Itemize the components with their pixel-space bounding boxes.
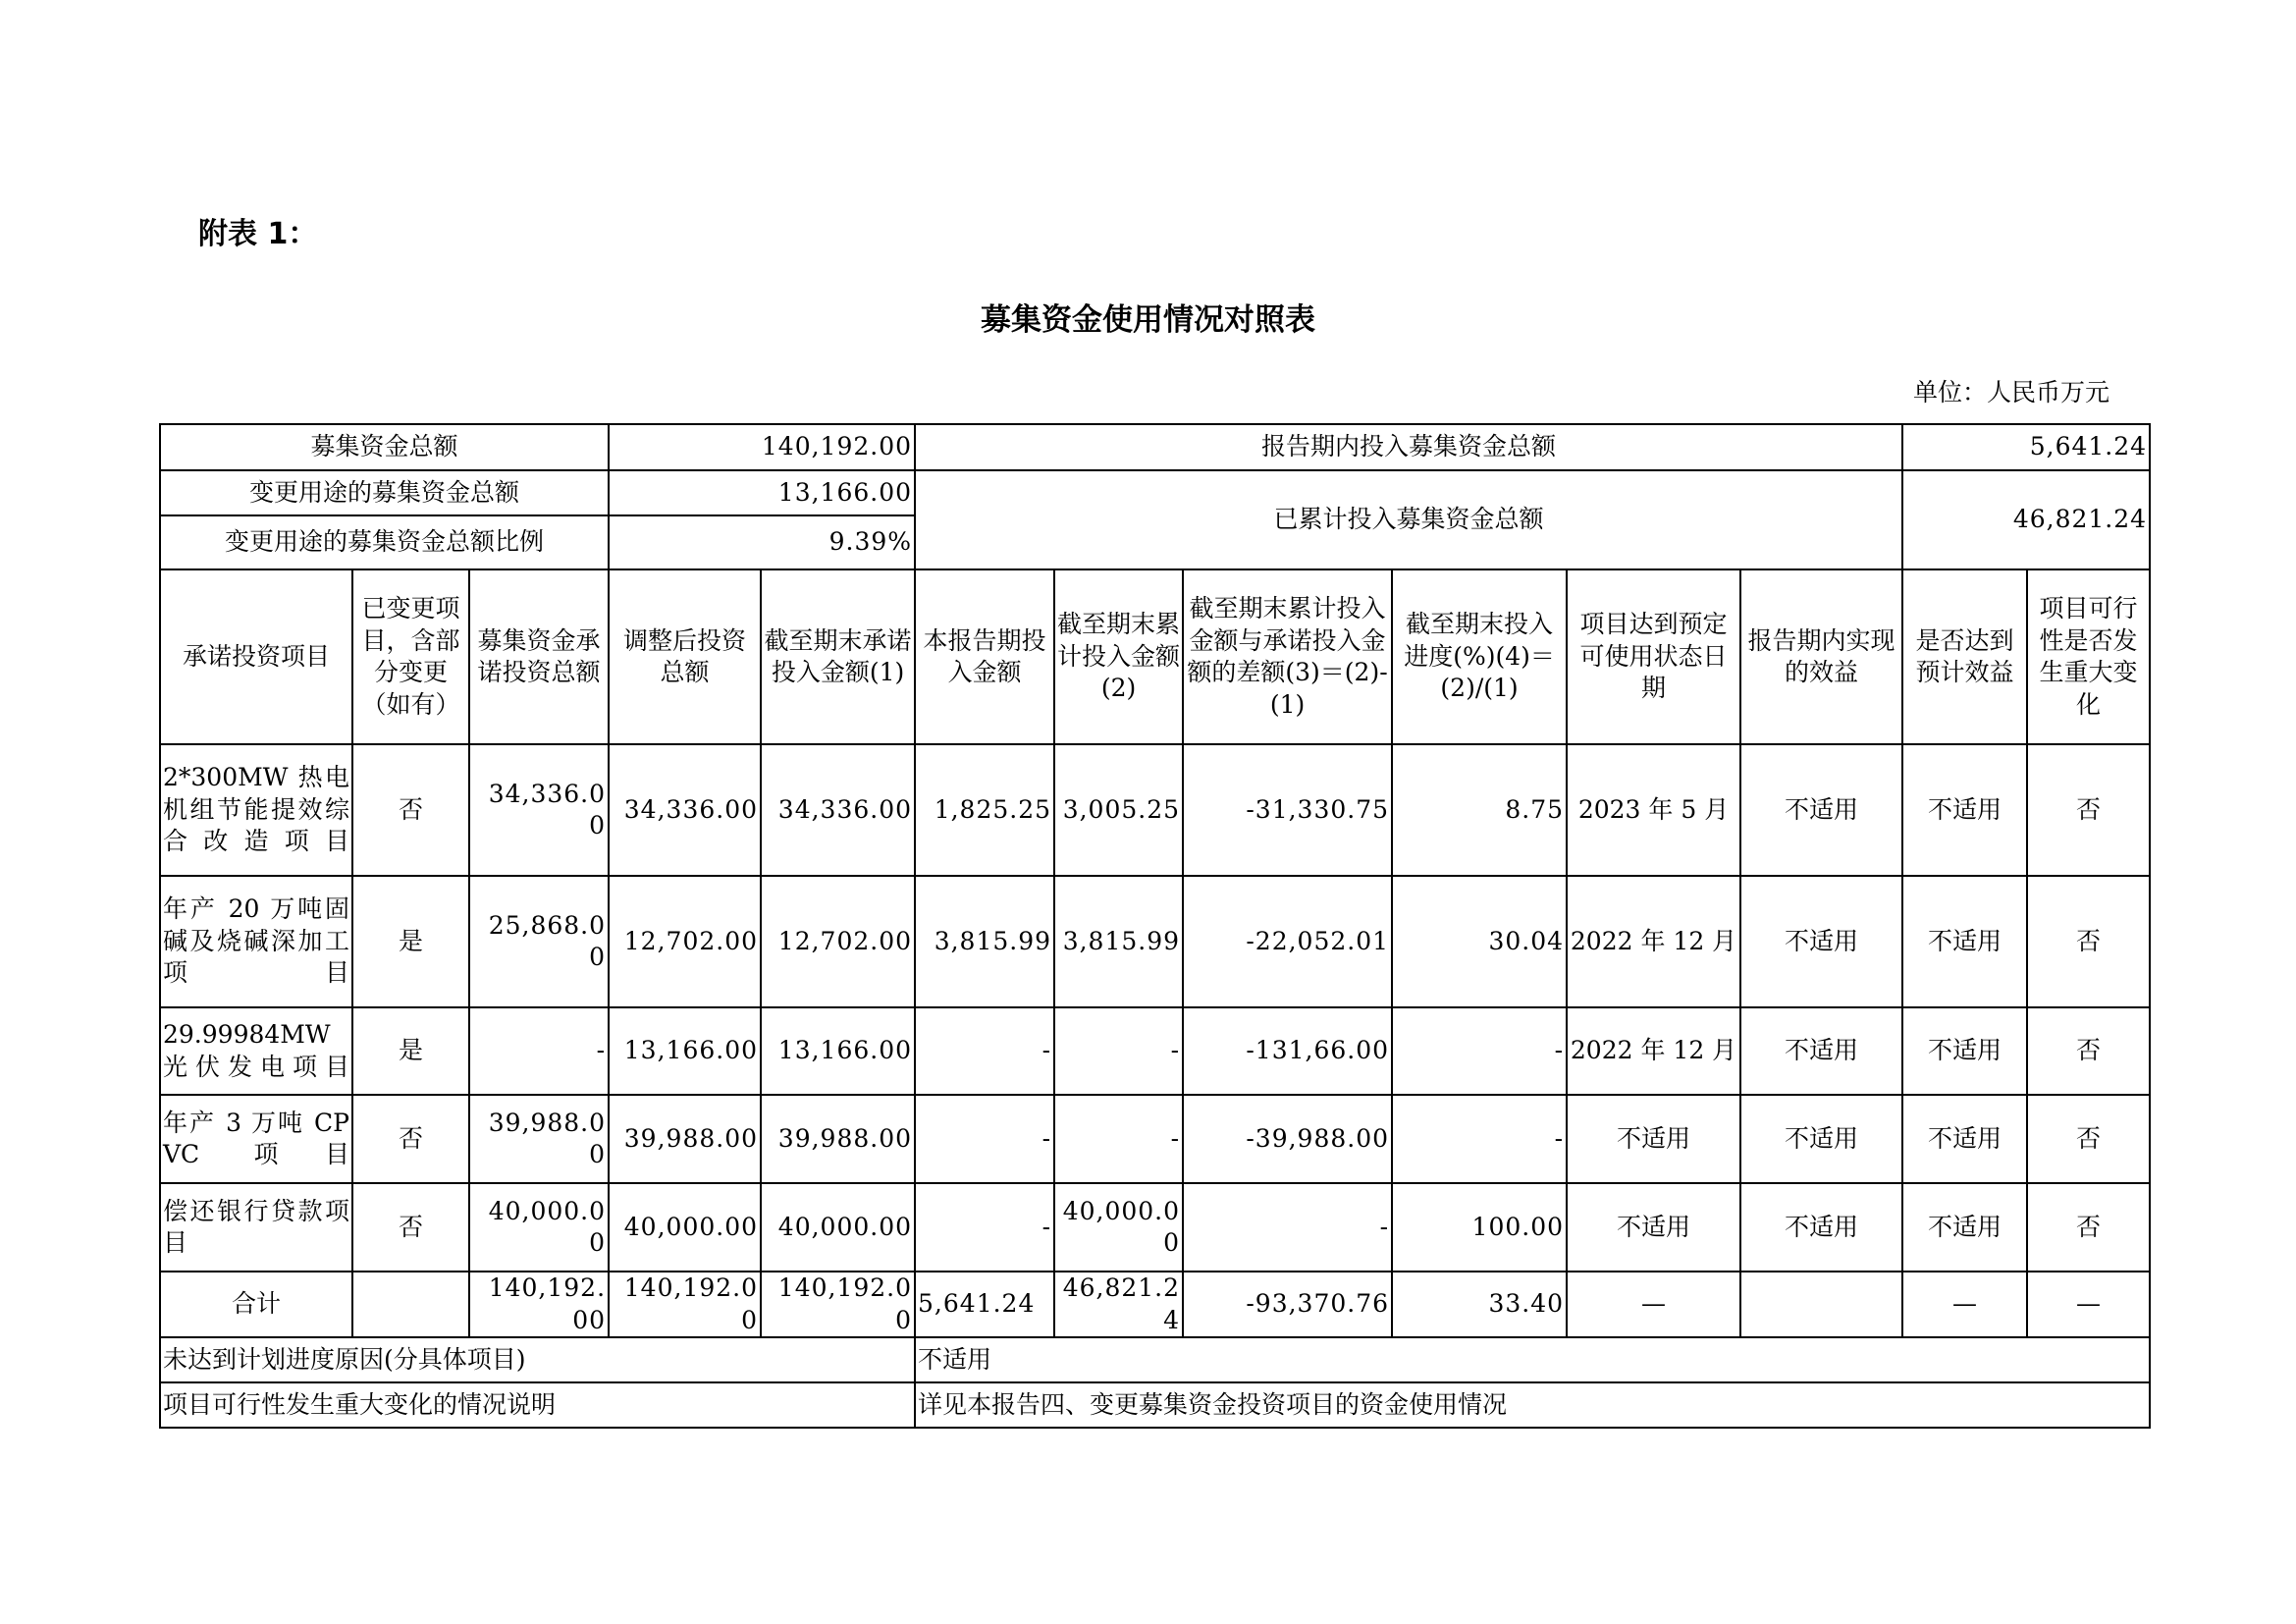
total-label: 合计 xyxy=(160,1272,352,1337)
cumulative-amount: - xyxy=(1054,1007,1183,1095)
col-header-cumulative: 截至期末累计投入金额(2) xyxy=(1054,569,1183,744)
unit-label: 单位：人民币万元 xyxy=(1912,378,2109,406)
benefit-met: 不适用 xyxy=(1902,1007,2027,1095)
period-amount: 3,815.99 xyxy=(915,876,1054,1007)
col-header-project: 承诺投资项目 xyxy=(160,569,352,744)
progress-percent: 30.04 xyxy=(1392,876,1567,1007)
feasibility-change: 否 xyxy=(2027,876,2150,1007)
table-row xyxy=(160,744,2150,876)
changed-ratio-label: 变更用途的募集资金总额比例 xyxy=(160,515,609,569)
committed-to-date: 40,000.00 xyxy=(761,1183,915,1272)
difference-amount: -131,66.00 xyxy=(1183,1007,1392,1095)
feasibility-change: 否 xyxy=(2027,1183,2150,1272)
total-difference: -93,370.76 xyxy=(1183,1272,1392,1337)
col-header-committed-to-date: 截至期末承诺投入金额(1) xyxy=(761,569,915,744)
period-amount: - xyxy=(915,1183,1054,1272)
benefit-met: 不适用 xyxy=(1902,1095,2027,1183)
col-header-benefit-met: 是否达到预计效益 xyxy=(1902,569,2027,744)
ready-date: 2023 年 5 月 xyxy=(1567,744,1740,876)
total-raised-value: 140,192.00 xyxy=(609,424,915,470)
changed-flag: 否 xyxy=(352,1183,469,1272)
adjusted-total: 13,166.00 xyxy=(609,1007,761,1095)
delay-reason-value: 不适用 xyxy=(915,1337,2150,1382)
benefit-met: 不适用 xyxy=(1902,1183,2027,1272)
fund-usage-table xyxy=(159,423,2151,1429)
committed-total: 34,336.00 xyxy=(469,744,609,876)
adjusted-total: 12,702.00 xyxy=(609,876,761,1007)
period-invested-value: 5,641.24 xyxy=(1902,424,2150,470)
benefit: 不适用 xyxy=(1740,876,1902,1007)
col-header-committed-total: 募集资金承诺投资总额 xyxy=(469,569,609,744)
summary-row-changed xyxy=(160,470,2150,515)
notes-row-feasibility xyxy=(160,1382,2150,1428)
col-header-period-amount: 本报告期投入金额 xyxy=(915,569,1054,744)
table-row xyxy=(160,1095,2150,1183)
changed-flag: 是 xyxy=(352,876,469,1007)
column-header-row xyxy=(160,569,2150,744)
difference-amount: -22,052.01 xyxy=(1183,876,1392,1007)
progress-percent: 100.00 xyxy=(1392,1183,1567,1272)
cumulative-amount: - xyxy=(1054,1095,1183,1183)
total-row xyxy=(160,1272,2150,1337)
adjusted-total: 40,000.00 xyxy=(609,1183,761,1272)
committed-to-date: 39,988.00 xyxy=(761,1095,915,1183)
total-committed-to-date: 140,192.00 xyxy=(761,1272,915,1337)
project-name: 年产 3 万吨 CPVC 项目 xyxy=(160,1095,352,1183)
committed-total: 39,988.00 xyxy=(469,1095,609,1183)
total-benefit-met: — xyxy=(1902,1272,2027,1337)
changed-use-value: 13,166.00 xyxy=(609,470,915,515)
col-header-progress: 截至期末投入进度(%)(4)＝(2)/(1) xyxy=(1392,569,1567,744)
total-raised-label: 募集资金总额 xyxy=(160,424,609,470)
committed-to-date: 12,702.00 xyxy=(761,876,915,1007)
cumulative-amount: 3,005.25 xyxy=(1054,744,1183,876)
table-row xyxy=(160,1183,2150,1272)
table-row xyxy=(160,876,2150,1007)
changed-ratio-value: 9.39% xyxy=(609,515,915,569)
total-benefit xyxy=(1740,1272,1902,1337)
total-changed-flag xyxy=(352,1272,469,1337)
col-header-changed: 已变更项目，含部分变更（如有） xyxy=(352,569,469,744)
period-amount: 1,825.25 xyxy=(915,744,1054,876)
feasibility-note-value: 详见本报告四、变更募集资金投资项目的资金使用情况 xyxy=(915,1382,2150,1428)
cumulative-invested-value: 46,821.24 xyxy=(1902,470,2150,569)
committed-to-date: 13,166.00 xyxy=(761,1007,915,1095)
difference-amount: - xyxy=(1183,1183,1392,1272)
committed-total: 40,000.00 xyxy=(469,1183,609,1272)
col-header-difference: 截至期末累计投入金额与承诺投入金额的差额(3)＝(2)-(1) xyxy=(1183,569,1392,744)
period-amount: - xyxy=(915,1095,1054,1183)
benefit: 不适用 xyxy=(1740,1007,1902,1095)
total-cumulative: 46,821.24 xyxy=(1054,1272,1183,1337)
col-header-adjusted-total: 调整后投资总额 xyxy=(609,569,761,744)
benefit: 不适用 xyxy=(1740,744,1902,876)
cumulative-amount: 40,000.00 xyxy=(1054,1183,1183,1272)
project-name: 偿还银行贷款项目 xyxy=(160,1183,352,1272)
col-header-ready-date: 项目达到预定可使用状态日期 xyxy=(1567,569,1740,744)
benefit-met: 不适用 xyxy=(1902,876,2027,1007)
ready-date: 不适用 xyxy=(1567,1183,1740,1272)
feasibility-change: 否 xyxy=(2027,1007,2150,1095)
ready-date: 2022 年 12 月 xyxy=(1567,1007,1740,1095)
difference-amount: -39,988.00 xyxy=(1183,1095,1392,1183)
col-header-benefit: 报告期内实现的效益 xyxy=(1740,569,1902,744)
committed-total: - xyxy=(469,1007,609,1095)
delay-reason-label: 未达到计划进度原因(分具体项目) xyxy=(160,1337,915,1382)
cumulative-invested-label: 已累计投入募集资金总额 xyxy=(915,470,1902,569)
changed-flag: 否 xyxy=(352,1095,469,1183)
progress-percent: - xyxy=(1392,1095,1567,1183)
appendix-heading: 附表 1： xyxy=(198,217,318,251)
feasibility-change: 否 xyxy=(2027,1095,2150,1183)
total-feasibility-change: — xyxy=(2027,1272,2150,1337)
summary-row-total xyxy=(160,424,2150,470)
committed-total: 25,868.00 xyxy=(469,876,609,1007)
total-progress: 33.40 xyxy=(1392,1272,1567,1337)
period-invested-label: 报告期内投入募集资金总额 xyxy=(915,424,1902,470)
table-title: 募集资金使用情况对照表 xyxy=(981,302,1315,338)
feasibility-note-label: 项目可行性发生重大变化的情况说明 xyxy=(160,1382,915,1428)
project-name: 2*300MW 热电机组节能提效综合改造项目 xyxy=(160,744,352,876)
project-name: 29.99984MW 光伏发电项目 xyxy=(160,1007,352,1095)
total-ready-date: — xyxy=(1567,1272,1740,1337)
project-name: 年产 20 万吨固碱及烧碱深加工项目 xyxy=(160,876,352,1007)
progress-percent: - xyxy=(1392,1007,1567,1095)
total-adjusted: 140,192.00 xyxy=(609,1272,761,1337)
total-committed: 140,192.00 xyxy=(469,1272,609,1337)
committed-to-date: 34,336.00 xyxy=(761,744,915,876)
notes-row-delay xyxy=(160,1337,2150,1382)
col-header-feasibility-change: 项目可行性是否发生重大变化 xyxy=(2027,569,2150,744)
benefit: 不适用 xyxy=(1740,1183,1902,1272)
progress-percent: 8.75 xyxy=(1392,744,1567,876)
benefit-met: 不适用 xyxy=(1902,744,2027,876)
adjusted-total: 34,336.00 xyxy=(609,744,761,876)
changed-use-label: 变更用途的募集资金总额 xyxy=(160,470,609,515)
table-row xyxy=(160,1007,2150,1095)
period-amount: - xyxy=(915,1007,1054,1095)
adjusted-total: 39,988.00 xyxy=(609,1095,761,1183)
benefit: 不适用 xyxy=(1740,1095,1902,1183)
feasibility-change: 否 xyxy=(2027,744,2150,876)
changed-flag: 否 xyxy=(352,744,469,876)
total-period-amount: 5,641.24 xyxy=(915,1272,1054,1337)
ready-date: 不适用 xyxy=(1567,1095,1740,1183)
difference-amount: -31,330.75 xyxy=(1183,744,1392,876)
ready-date: 2022 年 12 月 xyxy=(1567,876,1740,1007)
changed-flag: 是 xyxy=(352,1007,469,1095)
cumulative-amount: 3,815.99 xyxy=(1054,876,1183,1007)
